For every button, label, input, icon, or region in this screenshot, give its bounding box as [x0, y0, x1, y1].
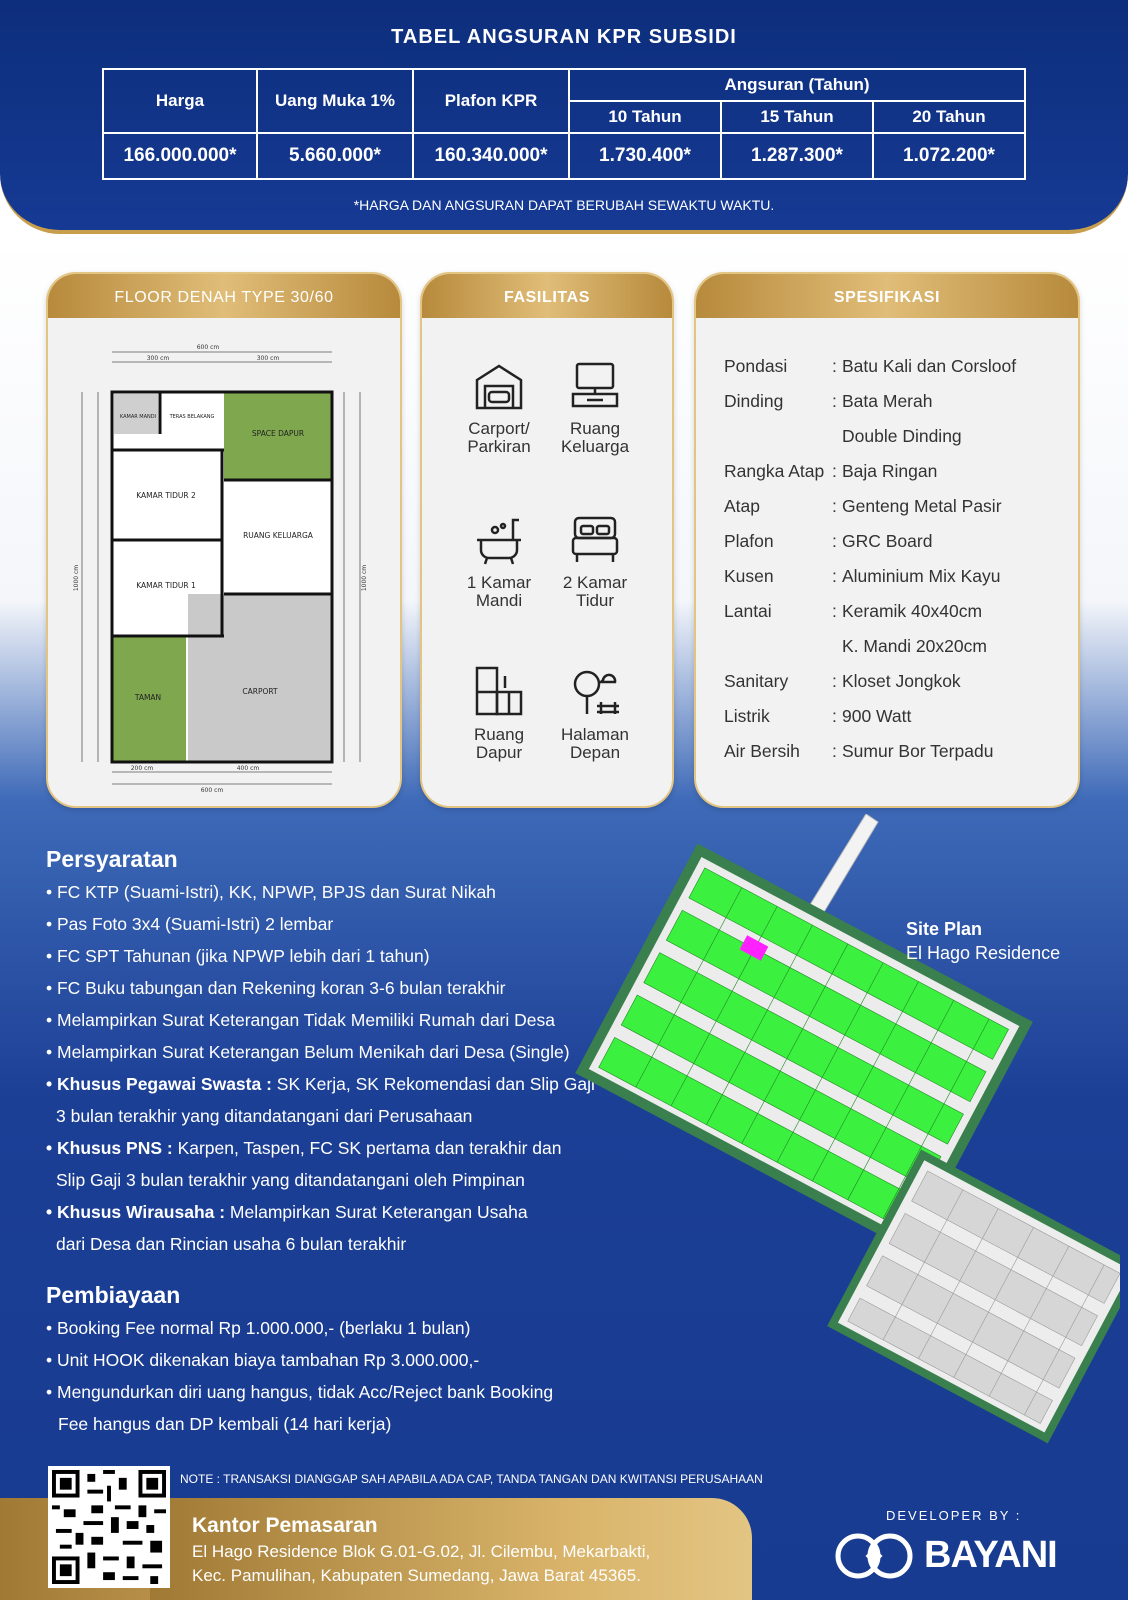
persyaratan-item: • Pas Foto 3x4 (Suami-Istri) 2 lembar: [46, 914, 334, 934]
fasilitas-label: 2 Kamar: [562, 573, 628, 592]
floorplan-drawing: [48, 318, 402, 808]
fasilitas-kamar-tidur: [540, 514, 650, 610]
fasilitas-kamar-mandi: [444, 514, 554, 610]
fasilitas-card: [420, 272, 674, 808]
price-note: *HARGA DAN ANGSURAN DAPAT BERUBAH SEWAKTU WAKTU.: [353, 197, 775, 213]
pembiayaan-title: Pembiayaan: [46, 1282, 181, 1308]
pembiayaan-item: • Unit HOOK dikenakan biaya tambahan Rp 3.000.000,-: [46, 1350, 480, 1370]
siteplan-label: [906, 917, 1060, 965]
persyaratan-item: dari Desa dan Rincian usaha 6 bulan terakhir: [56, 1234, 407, 1254]
developer-by-label: DEVELOPER BY :: [886, 1508, 1022, 1523]
qr-code-icon: [52, 1470, 166, 1584]
kitchen-icon: [473, 666, 525, 718]
fasilitas-label: Keluarga: [560, 437, 630, 456]
fasilitas-label: 1 Kamar: [466, 573, 532, 592]
pembiayaan-item: • Booking Fee normal Rp 1.000.000,- (berlaku 1 bulan): [46, 1318, 471, 1338]
persyaratan-item: • FC SPT Tahunan (jika NPWP lebih dari 1 tahun): [46, 946, 430, 966]
kpr-table: [102, 68, 1026, 180]
fasilitas-label: Tidur: [575, 591, 615, 610]
val-10-tahun: 1.730.400*: [569, 133, 721, 179]
fasilitas-title: FASILITAS: [422, 274, 672, 318]
col-uang-muka: Uang Muka 1%: [257, 69, 413, 133]
dim-top-right: 300 cm: [256, 355, 280, 362]
val-15-tahun: 1.287.300*: [721, 133, 873, 179]
brand-name: BAYANI: [924, 1534, 1057, 1576]
room-tidur2: KAMAR TIDUR 2: [136, 491, 196, 500]
floorplan-card: [46, 272, 402, 808]
val-20-tahun: 1.072.200*: [873, 133, 1025, 179]
persyaratan-title: Persyaratan: [46, 846, 178, 872]
fasilitas-label: Depan: [569, 743, 621, 762]
col-harga: Harga: [103, 69, 257, 133]
fasilitas-label: Halaman: [560, 725, 630, 744]
room-dapur: SPACE DAPUR: [251, 429, 305, 438]
room-keluarga: RUANG KELUARGA: [243, 531, 313, 540]
bayani-logo-icon: [832, 1530, 918, 1582]
persyaratan-item: • FC KTP (Suami-Istri), KK, NPWP, BPJS dan Surat Nikah: [46, 882, 496, 902]
kantor-address: [192, 1540, 650, 1588]
fasilitas-dapur: [444, 666, 554, 762]
spesifikasi-card: SPESIFIKASI Pondasi : Batu Kali dan Corsloof Dinding : Bata Merah Double Dinding Rangka Atap : Baja Ringan Atap : Genteng Metal Pasir Plafon : GRC Board Kusen : Aluminium Mix Kayu Lantai : Keramik 40x40cm K. Mandi 20x20cm Sanitary : Kloset Jongkok Listrik : 900 Watt Air Bersih : Sumur Bor Terpadu: [694, 272, 1080, 808]
siteplan-map: [560, 814, 1120, 1474]
col-plafon: Plafon KPR: [413, 69, 569, 133]
persyaratan-item: 3 bulan terakhir yang ditandatangani dari Perusahaan: [56, 1106, 473, 1126]
persyaratan-item: • Melampirkan Surat Keterangan Belum Menikah dari Desa (Single): [46, 1042, 570, 1062]
spesifikasi-title: SPESIFIKASI: [696, 274, 1078, 318]
room-taman: TAMAN: [134, 693, 162, 702]
col-15-tahun: 15 Tahun: [721, 101, 873, 133]
garage-icon: [473, 360, 525, 412]
bathtub-icon: [473, 514, 525, 566]
val-plafon: 160.340.000*: [413, 133, 569, 179]
room-tidur1: KAMAR TIDUR 1: [136, 581, 196, 590]
col-20-tahun: 20 Tahun: [873, 101, 1025, 133]
fasilitas-label: Ruang: [569, 419, 621, 438]
fasilitas-label: Mandi: [475, 591, 523, 610]
fasilitas-label: Parkiran: [467, 437, 531, 456]
pembiayaan-item: Fee hangus dan DP kembali (14 hari kerja): [58, 1414, 392, 1434]
persyaratan-item: • Khusus PNS : Karpen, Taspen, FC SK pertama dan terakhir dan: [46, 1138, 562, 1158]
dim-left: 1000 cm: [73, 564, 80, 592]
fasilitas-halaman: [540, 666, 650, 762]
fasilitas-label: Dapur: [475, 743, 523, 762]
col-10-tahun: 10 Tahun: [569, 101, 721, 133]
tv-icon: [569, 360, 621, 412]
persyaratan-item: • Khusus Pegawai Swasta : SK Kerja, SK Rekomendasi dan Slip Gaji: [46, 1074, 595, 1094]
transaction-note: NOTE : TRANSAKSI DIANGGAP SAH APABILA ADA CAP, TANDA TANGAN DAN KWITANSI PERUSAHAAN: [180, 1472, 763, 1486]
table-title: TABEL ANGSURAN KPR SUBSIDI: [391, 26, 737, 48]
dim-bottom-left: 200 cm: [130, 765, 154, 772]
col-angsuran: Angsuran (Tahun): [569, 69, 1025, 101]
dim-bottom-right: 400 cm: [236, 765, 260, 772]
persyaratan-item: Slip Gaji 3 bulan terakhir yang ditandatangani oleh Pimpinan: [56, 1170, 525, 1190]
fasilitas-label: Ruang: [473, 725, 525, 744]
address-line-1: El Hago Residence Blok G.01-G.02, Jl. Cilembu, Mekarbakti,: [192, 1542, 651, 1561]
siteplan-subtitle: El Hago Residence: [906, 943, 1061, 963]
val-harga: 166.000.000*: [103, 133, 257, 179]
address-line-2: Kec. Pamulihan, Kabupaten Sumedang, Jawa Barat 45365.: [192, 1566, 641, 1585]
fasilitas-label: Carport/: [468, 419, 530, 438]
dim-right: 1000 cm: [361, 564, 368, 592]
floorplan-title: FLOOR DENAH TYPE 30/60: [48, 274, 400, 318]
fasilitas-carport: [444, 360, 554, 456]
kantor-title: Kantor Pemasaran: [192, 1514, 378, 1537]
qr-code[interactable]: [48, 1466, 170, 1588]
dim-bottom: 600 cm: [200, 787, 224, 794]
persyaratan-item: • Melampirkan Surat Keterangan Tidak Memiliki Rumah dari Desa: [46, 1010, 555, 1030]
room-teras: TERAS BELAKANG: [169, 414, 215, 420]
fasilitas-keluarga: [540, 360, 650, 456]
siteplan-title: Site Plan: [906, 919, 983, 939]
persyaratan-item: • Khusus Wirausaha : Melampirkan Surat Keterangan Usaha: [46, 1202, 528, 1222]
val-uang-muka: 5.660.000*: [257, 133, 413, 179]
pembiayaan-item: • Mengundurkan diri uang hangus, tidak Acc/Reject bank Booking: [46, 1382, 554, 1402]
carport-area: [188, 594, 332, 762]
room-kamar-mandi: KAMAR MANDI: [119, 414, 157, 420]
bed-icon: [569, 514, 621, 566]
dim-top-left: 300 cm: [146, 355, 170, 362]
dim-top: 600 cm: [196, 344, 220, 351]
room-carport: CARPORT: [242, 687, 278, 696]
persyaratan-item: • FC Buku tabungan dan Rekening koran 3-6 bulan terakhir: [46, 978, 506, 998]
tree-icon: [569, 666, 621, 718]
